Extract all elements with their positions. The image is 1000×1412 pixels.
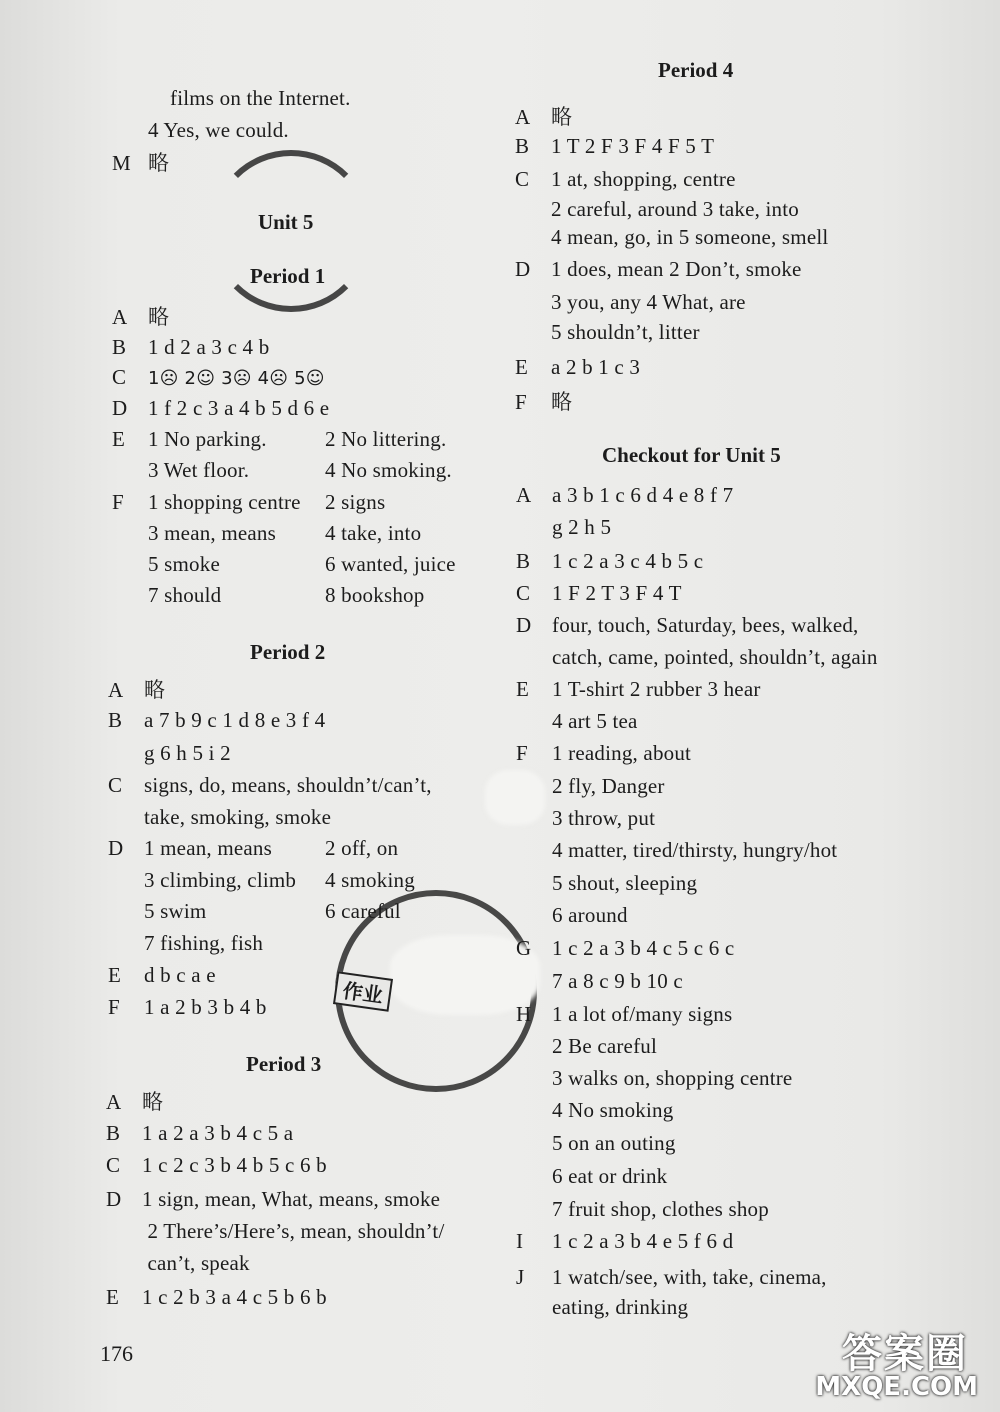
- answer-row: [516, 968, 683, 994]
- answer-text: 2 signs: [325, 490, 386, 514]
- answer-text: 4 take, into: [325, 521, 422, 545]
- answer-row: [516, 773, 665, 799]
- answer-row: [106, 1152, 327, 1178]
- answer-row: [516, 1196, 769, 1222]
- answer-row: [112, 334, 269, 360]
- answer-row: [108, 962, 216, 988]
- answer-text: 1 does, mean 2 Don’t, smoke: [551, 257, 802, 281]
- answer-text: 1 c 2 a 3 b 4 c 5 c 6 c: [552, 936, 735, 960]
- answer-text: 2 No littering.: [325, 427, 447, 451]
- watermark-bottom-text: MXQE.COM: [815, 1372, 978, 1402]
- answer-text: 略: [551, 390, 573, 414]
- answer-row: [112, 457, 452, 483]
- continued-text: 4 Yes, we could.: [148, 118, 289, 142]
- answer-row: [516, 548, 703, 574]
- answer-row: [516, 1264, 827, 1290]
- answer-row: [108, 707, 325, 733]
- answer-text: 6 eat or drink: [552, 1164, 668, 1188]
- section-label: C: [108, 773, 123, 797]
- answer-text: 6 careful: [325, 899, 401, 923]
- section-label: E: [106, 1285, 120, 1309]
- answer-row: [515, 319, 700, 345]
- answer-text: 2 off, on: [325, 836, 399, 860]
- answer-text: 5 swim: [144, 899, 207, 923]
- answer-text: 3 climbing, climb: [144, 868, 297, 892]
- section-label: A: [516, 483, 532, 507]
- answer-text: 1☹ 2☺ 3☹ 4☹ 5☺: [148, 368, 325, 389]
- answer-text: 略: [142, 1090, 164, 1114]
- answer-row: [516, 1228, 733, 1254]
- answer-text: 1 c 2 a 3 b 4 e 5 f 6 d: [552, 1229, 734, 1253]
- answer-row: [516, 837, 837, 863]
- section-label: A: [106, 1090, 122, 1114]
- watermark-logo: [798, 1322, 988, 1402]
- answer-text: 4 mean, go, in 5 someone, smell: [551, 225, 829, 249]
- answer-row: [515, 354, 640, 380]
- answer-text: 4 smoking: [325, 868, 415, 892]
- section-label: B: [108, 708, 123, 732]
- answer-text: 1 sign, mean, What, means, smoke: [142, 1187, 441, 1211]
- answer-text: signs, do, means, shouldn’t/can’t,: [144, 773, 432, 797]
- answer-row: [516, 612, 859, 638]
- answer-text: 1 watch/see, with, take, cinema,: [552, 1265, 827, 1289]
- answer-row: [516, 935, 734, 961]
- answer-text: take, smoking, smoke: [144, 805, 332, 829]
- answer-row: [516, 676, 761, 702]
- answer-row: [108, 930, 325, 956]
- stamp-label: 作业: [333, 971, 393, 1011]
- answer-row: [112, 489, 385, 515]
- answer-text: 7 fishing, fish: [144, 931, 264, 955]
- answer-row: [516, 580, 682, 606]
- answer-row: [108, 867, 415, 893]
- answer-text: four, touch, Saturday, bees, walked,: [552, 613, 859, 637]
- answer-row: [106, 1120, 293, 1146]
- answer-text: 略: [551, 105, 573, 129]
- answer-row: [515, 196, 799, 222]
- answer-text: 1 T 2 F 3 F 4 F 5 T: [551, 134, 715, 158]
- section-label: D: [106, 1187, 122, 1211]
- answer-text: 3 Wet floor.: [148, 458, 250, 482]
- section-label: H: [516, 1002, 532, 1026]
- answer-row: [516, 482, 733, 508]
- section-label: M: [112, 151, 131, 175]
- answer-text: eating, drinking: [552, 1295, 689, 1319]
- answer-row: [112, 582, 424, 608]
- answer-text: 2 Be careful: [552, 1034, 658, 1058]
- answer-text: 8 bookshop: [325, 583, 425, 607]
- section-label: C: [112, 365, 127, 389]
- section-label: A: [515, 105, 531, 129]
- answer-row: [112, 304, 169, 330]
- answer-row: [108, 772, 432, 798]
- answer-row: [515, 224, 828, 250]
- answer-row: [515, 104, 572, 130]
- answer-text: catch, came, pointed, shouldn’t, again: [552, 645, 878, 669]
- answer-text: 5 shout, sleeping: [552, 871, 698, 895]
- watermark-top-text: 答案圈: [842, 1331, 968, 1377]
- answer-row: [112, 395, 329, 421]
- answer-text: 1 a 2 b 3 b 4 b: [144, 995, 267, 1019]
- section-label: E: [108, 963, 122, 987]
- answer-row: [112, 150, 169, 176]
- answer-text: 1 f 2 c 3 a 4 b 5 d 6 e: [148, 396, 330, 420]
- period-title: Period 2: [250, 640, 326, 664]
- section-label: F: [112, 490, 124, 514]
- answer-text: 7 fruit shop, clothes shop: [552, 1197, 769, 1221]
- answer-text: 1 a 2 a 3 b 4 c 5 a: [142, 1121, 294, 1145]
- answer-row: [516, 902, 628, 928]
- answer-text: 2 fly, Danger: [552, 774, 665, 798]
- section-label: E: [515, 355, 529, 379]
- answer-row: [516, 1163, 667, 1189]
- answer-row: [516, 1097, 673, 1123]
- answer-text: 5 smoke: [148, 552, 220, 576]
- answer-row: [108, 898, 401, 924]
- answer-text: 1 No parking.: [148, 427, 267, 451]
- answer-row: [516, 1130, 676, 1156]
- answer-text: 1 T-shirt 2 rubber 3 hear: [552, 677, 761, 701]
- answer-text: 1 at, shopping, centre: [551, 167, 736, 191]
- answer-row: [108, 677, 165, 703]
- answer-row: [112, 426, 446, 452]
- answer-text: 1 F 2 T 3 F 4 T: [552, 581, 682, 605]
- answer-text: 1 mean, means: [144, 836, 272, 860]
- answer-text: 7 a 8 c 9 b 10 c: [552, 969, 683, 993]
- answer-text: 4 No smoking.: [325, 458, 452, 482]
- answer-row: [516, 1294, 688, 1320]
- answer-text: 6 around: [552, 903, 628, 927]
- section-label: E: [516, 677, 530, 701]
- section-label: F: [516, 741, 528, 765]
- section-label: G: [516, 936, 532, 960]
- answer-row: [108, 994, 267, 1020]
- answer-row: [516, 870, 697, 896]
- answer-text: 7 should: [148, 583, 222, 607]
- page-number: 176: [100, 1341, 133, 1366]
- section-label: D: [108, 836, 124, 860]
- answer-row: [516, 708, 638, 734]
- unit-title: Unit 5: [258, 210, 314, 234]
- answer-text: 1 a lot of/many signs: [552, 1002, 733, 1026]
- answer-text: 4 art 5 tea: [552, 709, 638, 733]
- section-label: D: [516, 613, 532, 637]
- answer-text: 略: [148, 305, 170, 329]
- answer-text: 1 shopping centre: [148, 490, 301, 514]
- section-label: C: [106, 1153, 121, 1177]
- section-label: D: [515, 257, 531, 281]
- section-label: B: [112, 335, 127, 359]
- period-title: Period 4: [658, 58, 734, 82]
- answer-text: 6 wanted, juice: [325, 552, 456, 576]
- answer-text: a 3 b 1 c 6 d 4 e 8 f 7: [552, 483, 734, 507]
- answer-row: [516, 805, 655, 831]
- answer-row: [516, 1033, 657, 1059]
- section-title: Checkout for Unit 5: [602, 443, 781, 467]
- period-title: Period 3: [246, 1052, 322, 1076]
- section-label: C: [516, 581, 531, 605]
- answer-text: 5 on an outing: [552, 1131, 676, 1155]
- answer-text: 1 reading, about: [552, 741, 692, 765]
- answer-text: g 6 h 5 i 2: [144, 741, 231, 765]
- answer-row: [112, 551, 456, 577]
- answer-row: [108, 740, 231, 766]
- answer-text: 2 There’s/Here’s, mean, shouldn’t/: [142, 1219, 445, 1243]
- answer-text: 1 c 2 a 3 c 4 b 5 c: [552, 549, 704, 573]
- answer-text: 4 No smoking: [552, 1098, 674, 1122]
- answer-text: 2 careful, around 3 take, into: [551, 197, 799, 221]
- answer-text: 1 c 2 b 3 a 4 c 5 b 6 b: [142, 1285, 327, 1309]
- section-label: A: [112, 305, 128, 329]
- answer-row: [515, 289, 746, 315]
- section-label: D: [112, 396, 128, 420]
- answer-row: [516, 644, 878, 670]
- answer-text: a 7 b 9 c 1 d 8 e 3 f 4: [144, 708, 326, 732]
- answer-text: 3 walks on, shopping centre: [552, 1066, 793, 1090]
- section-label: A: [108, 678, 124, 702]
- section-label: B: [515, 134, 530, 158]
- answer-row: [112, 364, 325, 392]
- answer-row: [515, 389, 572, 415]
- answer-row: [106, 1186, 440, 1212]
- answer-text: 4 matter, tired/thirsty, hungry/hot: [552, 838, 838, 862]
- section-label: F: [515, 390, 527, 414]
- answer-text: d b c a e: [144, 963, 216, 987]
- section-label: E: [112, 427, 126, 451]
- answer-row: [516, 1065, 792, 1091]
- section-label: J: [516, 1265, 525, 1289]
- answer-text: 3 mean, means: [148, 521, 276, 545]
- section-label: I: [516, 1229, 524, 1253]
- answer-row: [515, 166, 736, 192]
- period-title: Period 1: [250, 264, 326, 288]
- answer-row: [106, 1218, 445, 1244]
- answer-text: 3 throw, put: [552, 806, 656, 830]
- answer-row: [106, 1284, 327, 1310]
- answer-row: [515, 133, 714, 159]
- section-label: B: [106, 1121, 121, 1145]
- answer-text: g 2 h 5: [552, 515, 612, 539]
- answer-row: [106, 1250, 250, 1276]
- continued-text: films on the Internet.: [170, 86, 351, 110]
- answer-row: [108, 804, 331, 830]
- answer-row: [516, 514, 611, 540]
- answer-text: 1 c 2 c 3 b 4 b 5 c 6 b: [142, 1153, 327, 1177]
- answer-text: 1 d 2 a 3 c 4 b: [148, 335, 270, 359]
- answer-text: 略: [144, 678, 166, 702]
- answer-text: 5 shouldn’t, litter: [551, 320, 700, 344]
- answer-row: [108, 835, 398, 861]
- section-label: B: [516, 549, 531, 573]
- answer-text: a 2 b 1 c 3: [551, 355, 641, 379]
- answer-text: can’t, speak: [142, 1251, 250, 1275]
- answer-text: 略: [148, 151, 170, 175]
- answer-row: [112, 520, 421, 546]
- answer-row: [106, 1089, 163, 1115]
- answer-text: 3 you, any 4 What, are: [551, 290, 746, 314]
- answer-row: [516, 740, 691, 766]
- answer-row: [515, 256, 802, 282]
- section-label: F: [108, 995, 120, 1019]
- answer-row: [516, 1001, 732, 1027]
- section-label: C: [515, 167, 530, 191]
